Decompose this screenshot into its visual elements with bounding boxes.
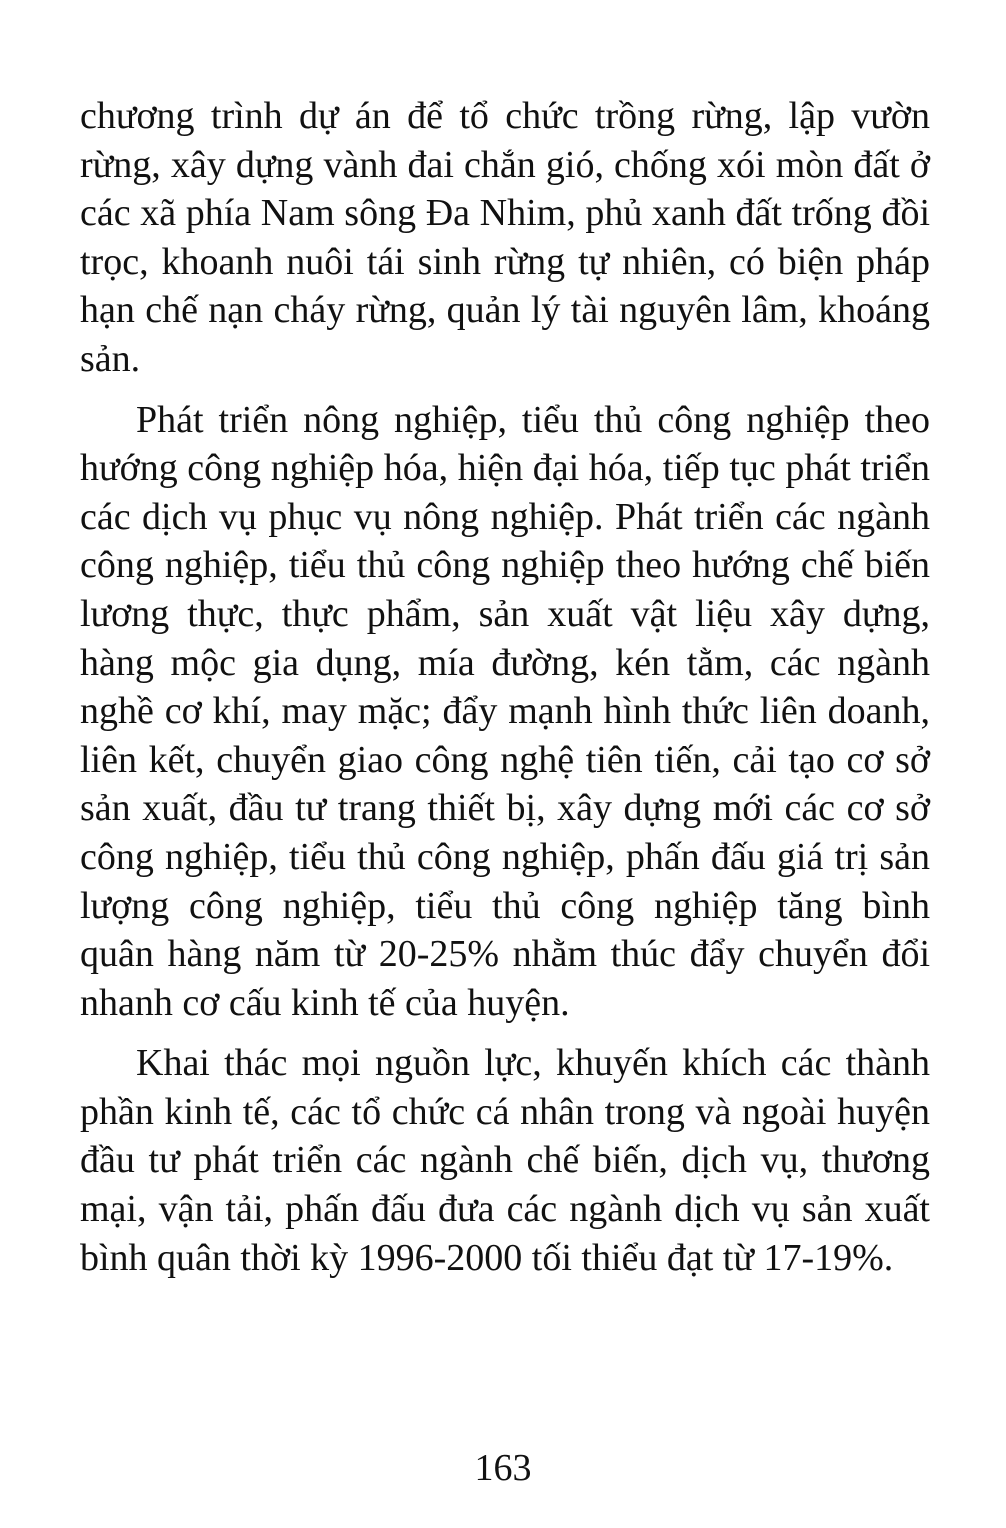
paragraph-resources-services: Khai thác mọi nguồn lực, khuyến khích các thành phần kinh tế, các tổ chức cá nhân trong và ngoài huyện đầu tư phát triển các ngành chế biến, dịch vụ, thương mại, vận tải, phấn đấu đưa các ngành dịch vụ sản xuất bình quân thời kỳ 1996-2000 tối thiểu đạt từ 17-19%. xyxy=(80,1042,930,1279)
page-number: 163 xyxy=(474,1447,532,1489)
body-text xyxy=(80,92,930,1282)
paragraph-continuation: chương trình dự án để tổ chức trồng rừng, lập vườn rừng, xây dựng vành đai chắn gió, chống xói mòn đất ở các xã phía Nam sông Đa Nhim, phủ xanh đất trống đồi trọc, khoanh nuôi tái sinh rừng tự nhiên, có biện pháp hạn chế nạn cháy rừng, quản lý tài nguyên lâm, khoáng sản. xyxy=(80,95,930,380)
paragraph-agriculture-industry: Phát triển nông nghiệp, tiểu thủ công nghiệp theo hướng công nghiệp hóa, hiện đại hóa, tiếp tục phát triển các dịch vụ phục vụ nông nghiệp. Phát triển các ngành công nghiệp, tiểu thủ công nghiệp theo hướng chế biến lương thực, thực phẩm, sản xuất vật liệu xây dựng, hàng mộc gia dụng, mía đường, kén tằm, các ngành nghề cơ khí, may mặc; đẩy mạnh hình thức liên doanh, liên kết, chuyển giao công nghệ tiên tiến, cải tạo cơ sở sản xuất, đầu tư trang thiết bị, xây dựng mới các cơ sở công nghiệp, tiểu thủ công nghiệp, phấn đấu giá trị sản lượng công nghiệp, tiểu thủ công nghiệp tăng bình quân hàng năm từ 20-25% nhằm thúc đẩy chuyển đổi nhanh cơ cấu kinh tế của huyện. xyxy=(80,398,930,1024)
